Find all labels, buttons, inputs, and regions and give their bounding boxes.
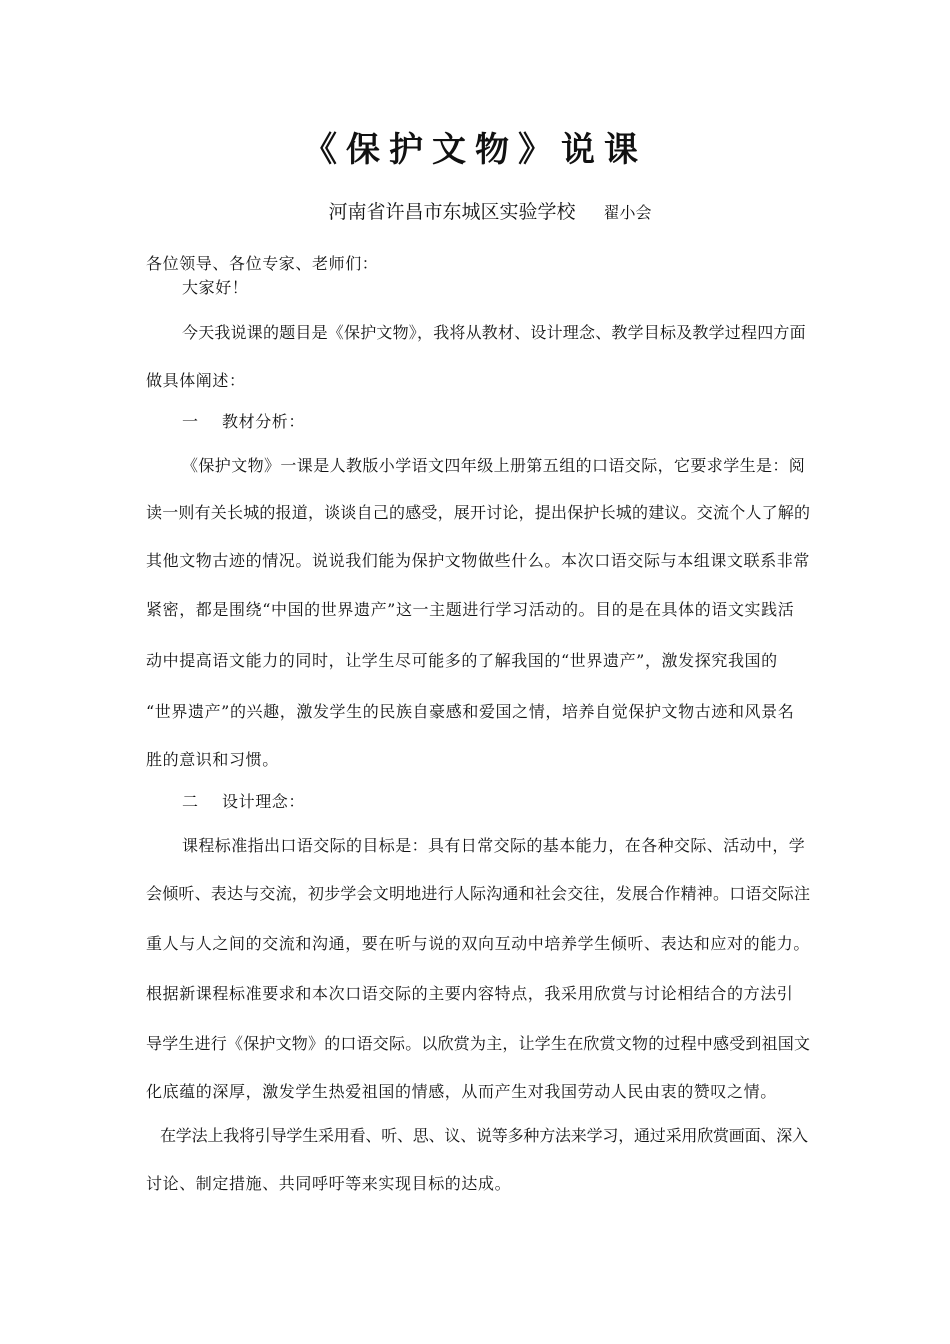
section-title: 设计理念：	[222, 792, 306, 811]
paragraph-line: 《保护文物》一课是人教版小学语文四年级上册第五组的口语交际，它要求学生是：阅	[182, 456, 806, 475]
salutation: 各位领导、各位专家、老师们：	[146, 254, 379, 273]
paragraph-line: 导学生进行《保护文物》的口语交际。以欣赏为主，让学生在欣赏文物的过程中感受到祖国文	[146, 1034, 811, 1053]
paragraph-line: 重人与人之间的交流和沟通，要在听与说的双向互动中培养学生倾听、表达和应对的能力。	[146, 934, 811, 953]
section-2-heading	[182, 790, 810, 814]
paragraph-line: 读一则有关长城的报道，谈谈自己的感受，展开讨论，提出保护长城的建议。交流个人了解的	[146, 503, 811, 522]
section-number: 二	[182, 792, 199, 811]
method-line: 在学法上我将引导学生采用看、听、思、议、说等多种方法来学习，通过采用欣赏画面、深入	[160, 1126, 808, 1145]
document-title: 《保护文物》说课	[303, 130, 647, 170]
school-name: 河南省许昌市东城区实验学校	[328, 201, 576, 223]
method-line: 讨论、制定措施、共同呼吁等来实现目标的达成。	[146, 1174, 512, 1193]
paragraph-line: 其他文物古迹的情况。说说我们能为保护文物做些什么。本次口语交际与本组课文联系非常	[146, 551, 811, 570]
paragraph-line: 根据新课程标准要求和本次口语交际的主要内容特点，我采用欣赏与讨论相结合的方法引	[146, 984, 794, 1003]
section-1-heading	[182, 410, 810, 434]
intro-line: 做具体阐述：	[146, 371, 246, 390]
paragraph-line: 紧密，都是围绕“中国的世界遗产”这一主题进行学习活动的。目的是在具体的语文实践活	[146, 600, 795, 619]
greeting: 大家好！	[182, 278, 249, 297]
paragraph-line: “世界遗产”的兴趣，激发学生的民族自豪感和爱国之情，培养自觉保护文物古迹和风景名	[146, 702, 795, 721]
paragraph-line: 化底蕴的深厚，激发学生热爱祖国的情感，从而产生对我国劳动人民由衷的赞叹之情。	[146, 1082, 777, 1101]
paragraph-line: 动中提高语文能力的同时，让学生尽可能多的了解我国的“世界遗产”，激发探究我国的	[146, 651, 778, 670]
document-subtitle	[0, 198, 950, 227]
author-name: 翟小会	[603, 203, 652, 222]
section-title: 教材分析：	[222, 412, 306, 431]
section-number: 一	[182, 412, 199, 431]
paragraph-line: 课程标准指出口语交际的目标是：具有日常交际的基本能力，在各种交际、活动中，学	[182, 836, 806, 855]
intro-line: 今天我说课的题目是《保护文物》，我将从教材、设计理念、教学目标及教学过程四方面	[182, 323, 806, 342]
paragraph-line: 会倾听、表达与交流，初步学会文明地进行人际沟通和社会交往，发展合作精神。口语交际注	[146, 884, 811, 903]
paragraph-line: 胜的意识和习惯。	[146, 750, 279, 769]
